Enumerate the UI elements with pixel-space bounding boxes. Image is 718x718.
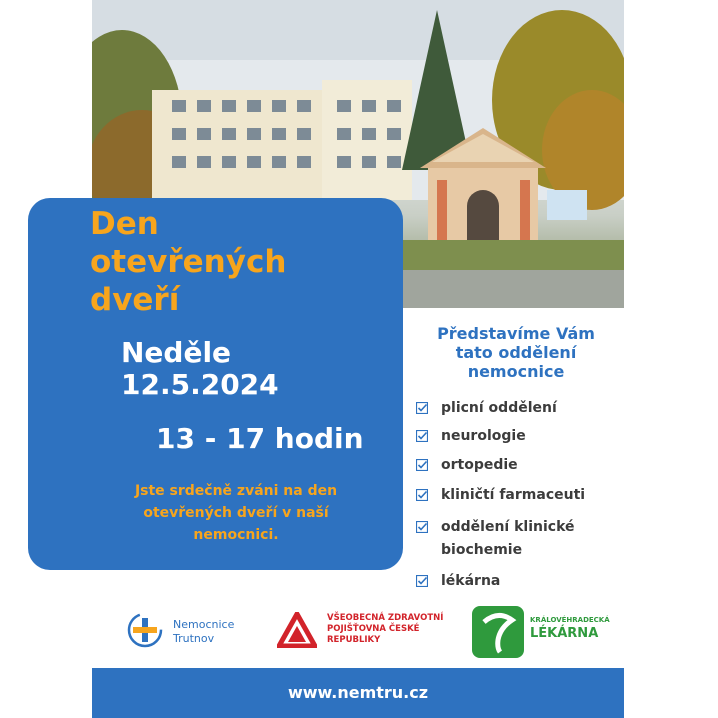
website-link[interactable]: www.nemtru.cz	[287, 683, 429, 702]
event-hours: 13 - 17 hodin	[156, 422, 364, 455]
checkbox-checked-icon	[416, 402, 428, 414]
event-date: 12.5.2024	[121, 368, 279, 401]
footer-bar	[92, 668, 624, 718]
department-label: lékárna	[441, 573, 501, 589]
department-label: kliničtí farmaceuti	[441, 487, 586, 503]
checkbox-checked-icon	[416, 430, 428, 442]
checkbox-checked-icon	[416, 521, 428, 533]
vzp-mark-icon	[277, 612, 317, 648]
departments-title: Představíme Vám tato oddělení nemocnice	[437, 324, 595, 381]
department-label: plicní oddělení	[441, 400, 557, 416]
event-invite: Jste srdečně zváni na den otevřených dveří v naší nemocnici.	[134, 483, 338, 543]
lekarna-logo	[470, 602, 610, 664]
nemocnice-cross-icon	[127, 612, 163, 648]
nemocnice-logo-text: Nemocnice Trutnov	[173, 618, 235, 645]
lekarna-logo-small-text: KRÁLOVÉHRADECKÁ	[530, 616, 610, 624]
event-day: Neděle	[121, 336, 232, 369]
event-title	[90, 205, 390, 319]
department-label: ortopedie	[441, 457, 518, 473]
checkbox-checked-icon	[416, 575, 428, 587]
checkbox-checked-icon	[416, 459, 428, 471]
event-title-line-1: Den	[90, 206, 159, 242]
vzp-logo	[277, 612, 444, 652]
event-title-line-3: dveří	[90, 282, 180, 318]
lekarna-logo-big-text: LÉKÁRNA	[530, 626, 599, 641]
event-title-line-2: otevřených	[90, 244, 287, 280]
vzp-logo-text: VŠEOBECNÁ ZDRAVOTNÍ POJIŠŤOVNA ČESKÉ REPUBLIKY	[327, 613, 444, 645]
lekarna-snake-icon	[470, 602, 526, 660]
department-label: oddělení klinické biochemie	[441, 519, 575, 558]
department-label: neurologie	[441, 428, 526, 444]
checkbox-checked-icon	[416, 489, 428, 501]
nemocnice-trutnov-logo	[127, 612, 235, 652]
